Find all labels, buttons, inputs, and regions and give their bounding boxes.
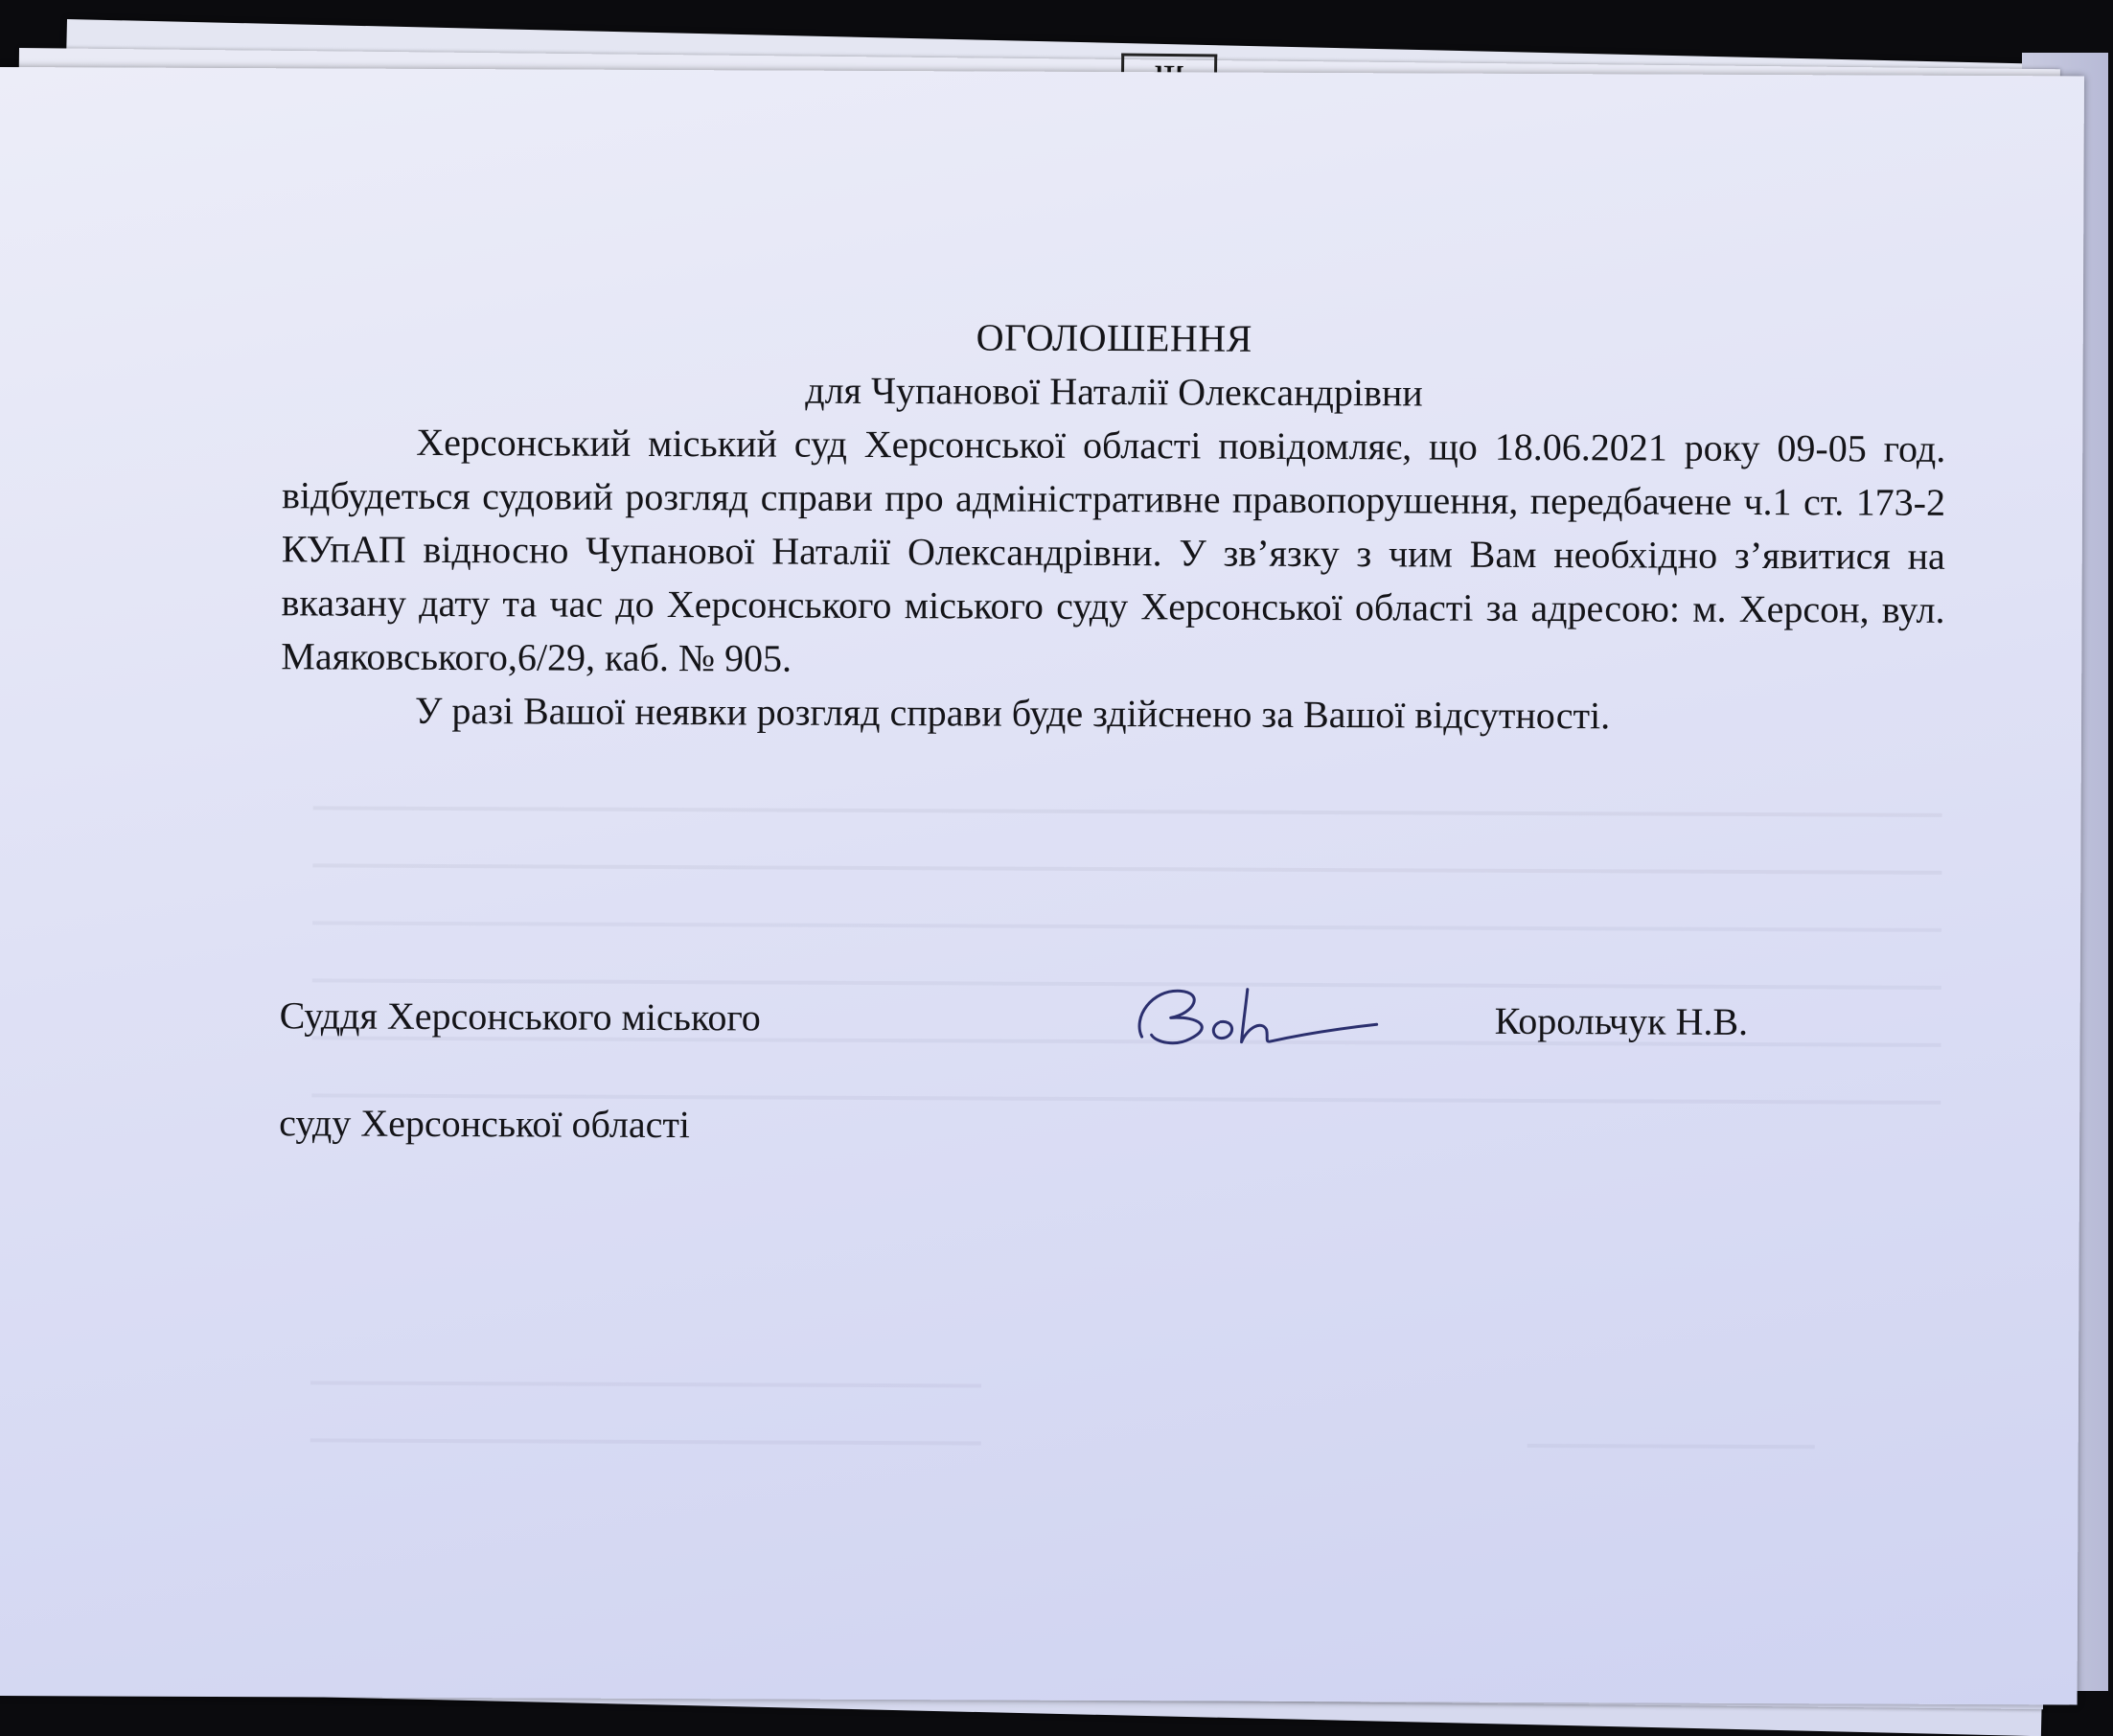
judge-name: Корольчук Н.В. — [1494, 998, 1749, 1043]
signature-block — [279, 935, 1910, 1147]
show-through-line — [310, 1438, 981, 1445]
show-through-line — [313, 806, 1942, 816]
addressee-line: для Чупанової Наталії Олександрівни — [805, 368, 1423, 415]
handwritten-signature — [1114, 979, 1382, 1057]
absence-warning: У разі Вашої неявки розгляд справи буде здійснено за Вашої відсутності. — [414, 688, 1611, 738]
document-sheet — [0, 67, 2084, 1704]
show-through-line — [310, 1381, 981, 1387]
notice-paragraph: Херсонський міський суд Херсонської області повідомляє, що 18.06.2021 року 09-05 год. відбудеться судовий розгляд справи про адміністративне правопорушення, передбачене ч.1 ст. 173-2 КУпАП відносно Чупанової Наталії Олександрівни. У зв’язку з чим Вам необхідно з’явитися на вказану дату та час до Херсонського міського суду Херсонської області за адресою: м. Херсон, вул. Маяковського,6/29, каб. № 905. — [281, 420, 1946, 680]
announcement-body — [281, 308, 1946, 744]
show-through-line — [1527, 1444, 1815, 1449]
judge-position — [279, 935, 761, 1205]
show-through-line — [312, 921, 1941, 931]
show-through-line — [312, 863, 1941, 874]
judge-position-line1: Суддя Херсонського міського — [279, 994, 761, 1039]
document-title: ОГОЛОШЕННЯ — [976, 315, 1252, 360]
judge-position-line2: суду Херсонської області — [279, 1101, 691, 1147]
